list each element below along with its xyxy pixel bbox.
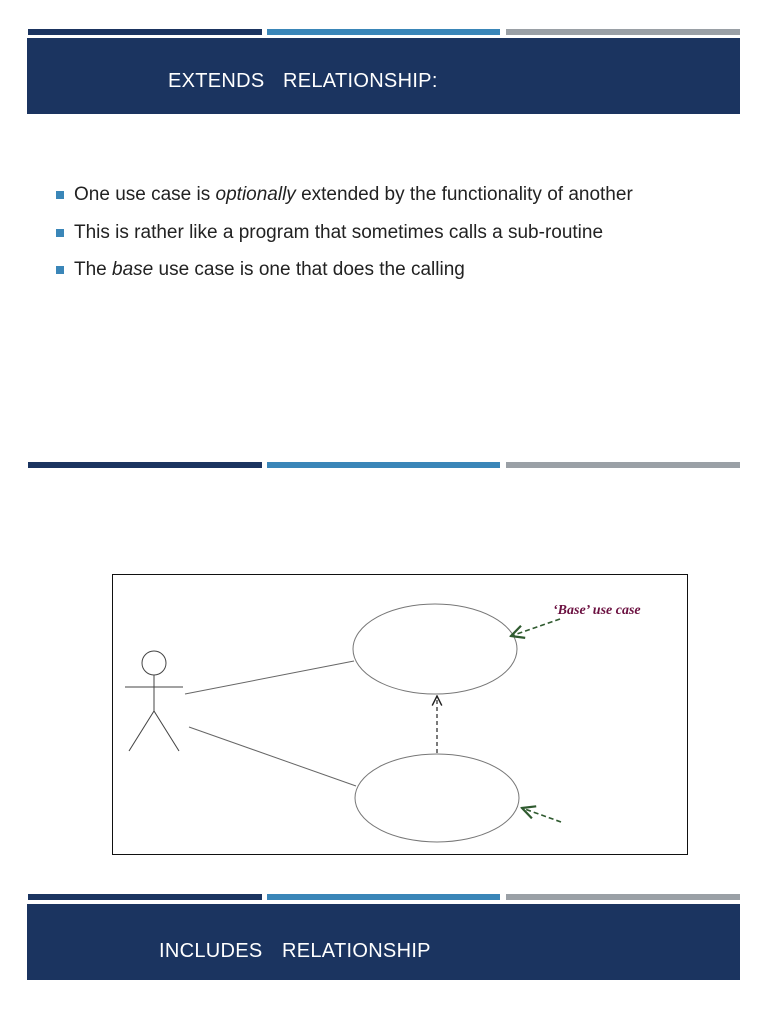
- extension-pointer-arrow: [522, 808, 561, 822]
- bullet-item: The base use case is one that does the calling: [56, 255, 736, 293]
- association-line-base: [185, 661, 354, 694]
- base-use-case-ellipse: [353, 604, 517, 694]
- stripe-blue: [267, 462, 500, 468]
- square-bullet-icon: [56, 266, 64, 274]
- base-pointer-arrow: [511, 619, 560, 636]
- association-line-extension: [189, 727, 356, 786]
- stripe-gray: [506, 462, 740, 468]
- header-stripes-bottom: [28, 894, 740, 900]
- stripe-gray: [506, 29, 740, 35]
- slide2-title-word2: RELATIONSHIP: [282, 940, 431, 962]
- actor-stick-figure-icon: [125, 651, 183, 751]
- slide1-bullet-list: [56, 180, 736, 293]
- stripe-blue: [267, 29, 500, 35]
- square-bullet-icon: [56, 229, 64, 237]
- base-use-case-label: ‘Base’ use case: [553, 603, 641, 618]
- stripe-navy: [28, 462, 262, 468]
- use-case-diagram: [112, 574, 688, 855]
- stripe-navy: [28, 29, 262, 35]
- slide1-title-band: [27, 38, 740, 114]
- extending-use-case-ellipse: [355, 754, 519, 842]
- bullet-item: One use case is optionally extended by the functionality of another: [56, 180, 736, 218]
- stripe-navy: [28, 894, 262, 900]
- slide1-title-word1: EXTENDS: [168, 70, 265, 92]
- divider-stripes-middle: [28, 462, 740, 468]
- stripe-blue: [267, 894, 500, 900]
- slide2-title-word1: INCLUDES: [159, 940, 263, 962]
- slide2-title-band: [27, 904, 740, 980]
- header-stripes-top: [28, 29, 740, 35]
- stripe-gray: [506, 894, 740, 900]
- bullet-item: This is rather like a program that sometimes calls a sub-routine: [56, 218, 736, 256]
- slide1-title-word2: RELATIONSHIP:: [283, 70, 438, 92]
- square-bullet-icon: [56, 191, 64, 199]
- use-case-diagram-svg: [113, 575, 689, 856]
